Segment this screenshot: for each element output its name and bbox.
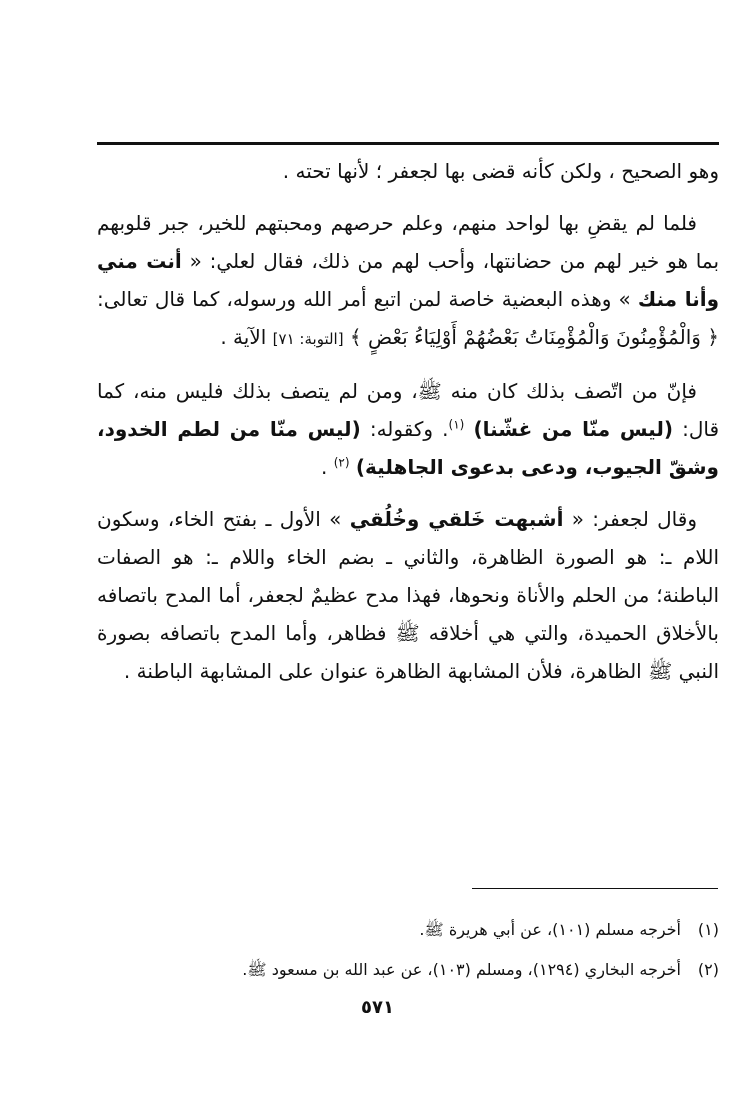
paragraph-2 — [97, 204, 719, 358]
paragraph-2-text-c: الآية . — [220, 325, 273, 349]
footnote-ref-1: (١) — [448, 417, 465, 432]
paragraph-3-text-c: . — [320, 455, 334, 479]
paragraph-3 — [97, 372, 719, 486]
hadith-quote-anta-minni: أنت مني وأنا منك — [97, 249, 720, 311]
footnote-ref-2: (٢) — [333, 455, 350, 470]
footnote-number: (١) — [697, 920, 719, 939]
paragraph-1 — [97, 152, 719, 190]
paragraph-4-text-a: وقال لجعفر: « — [563, 507, 697, 531]
paragraph-2-text-b: » وهذه البعضية خاصة لمن اتبع أمر الله ورسوله، كما قال تعالى: ﴿ وَالْمُؤْمِنُونَ وَالْمُؤْمِنَاتُ بَعْضُهُمْ أَوْلِيَاءُ بَعْضٍ ﴾ — [97, 287, 719, 349]
hadith-quote-latam: (ليس منّا من لطم الخدود، وشقّ الجيوب، ودعى بدعوى الجاهلية) — [97, 417, 719, 479]
paragraph-4 — [97, 500, 719, 690]
main-text — [97, 152, 719, 690]
footnote-number: (٢) — [697, 960, 719, 979]
hadith-quote-ghashana: (ليس منّا من غشّنا) — [473, 417, 673, 441]
footnote-2 — [97, 950, 719, 990]
paragraph-2-text-a: فلما لم يقضِ بها لواحد منهم، وعلم حرصهم ومحبتهم للخير، جبر قلوبهم بما هو خير لهم من حضانتها، وأحب لهم من ذلك، فقال لعلي: « — [97, 211, 720, 273]
paragraph-3-text-a: فإنّ من اتّصف بذلك كان منه ﷺ، ومن لم يتصف بذلك فليس منه، كما قال: — [97, 379, 720, 441]
quran-citation: [التوبة: ٧١] — [272, 330, 344, 348]
paragraph-4-text-b: » الأول ـ بفتح الخاء، وسكون اللام ـ: هو الصورة الظاهرة، والثاني ـ بضم الخاء واللام ـ: هو الصفات الباطنة؛ من الحلم والأناة ونحوها، فهذا مدح عظيمٌ لجعفر، أما المدح باتصافه بالأخلاق الحميدة، والتي هي أخلاقه ﷺ فظاهر، وأما المدح باتصافه بصورة النبي ﷺ الظاهرة، فلأن المشابهة الظاهرة عنوان على المشابهة الباطنة . — [97, 507, 719, 683]
hadith-quote-ashbahta: أشبهت خَلقي وخُلُقي — [349, 507, 564, 531]
footnotes — [97, 910, 719, 990]
paragraph-1-text: وهو الصحيح ، ولكن كأنه قضى بها لجعفر ؛ لأنها تحته . — [282, 159, 719, 183]
paragraph-3-text-b: . وكقوله: — [360, 417, 449, 441]
page-number: ٥٧١ — [361, 997, 394, 1018]
footnote-text: أخرجه مسلم (١٠١)، عن أبي هريرة ﷺ. — [419, 920, 681, 939]
footnote-1 — [97, 910, 719, 950]
footnote-text: أخرجه البخاري (١٢٩٤)، ومسلم (١٠٣)، عن عبد الله بن مسعود ﷺ. — [242, 960, 681, 979]
footnote-rule — [472, 888, 718, 889]
header-rule — [97, 142, 719, 145]
